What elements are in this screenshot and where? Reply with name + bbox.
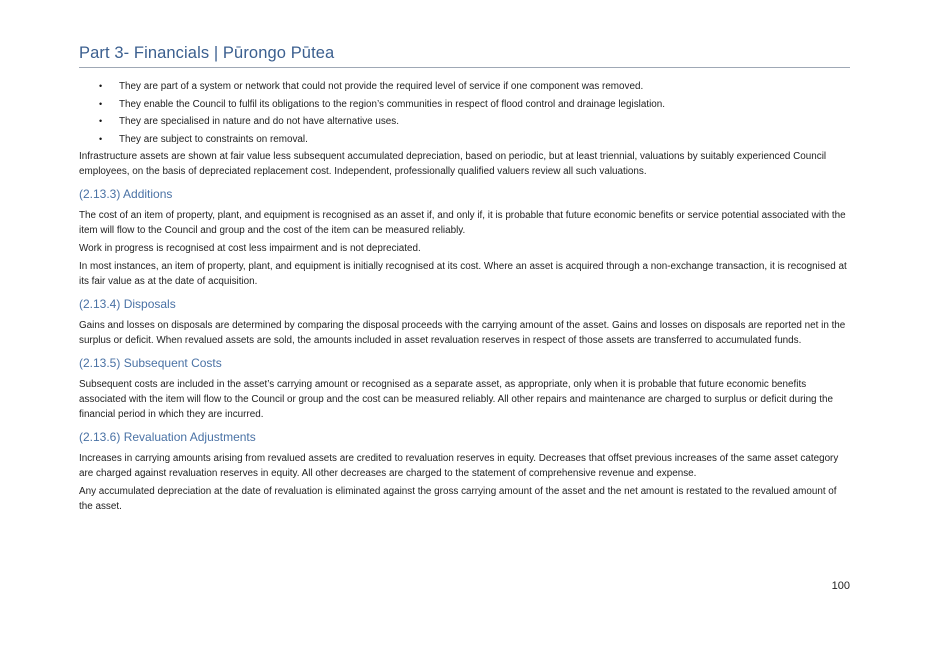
paragraph: The cost of an item of property, plant, and equipment is recognised as an asset if, and only if, it is probable that future economic benefits or service potential associated with the item will flow to the Council and group and the cost of the item can be measured reliably. <box>79 210 846 237</box>
paragraph: Any accumulated depreciation at the date of revaluation is eliminated against the gross carrying amount of the asset and the net amount is restated to the revalued amount of the asset. <box>79 486 837 513</box>
list-item <box>79 79 850 94</box>
intro-paragraph: Infrastructure assets are shown at fair value less subsequent accumulated depreciation, based on periodic, but at least triennial, valuations by suitably experienced Council employees, on the basis of depreciated replacement cost. Independent, professionally qualified valuers review all such valuations. <box>79 151 827 178</box>
list-item <box>79 132 850 147</box>
bullet-icon: • <box>99 81 103 91</box>
paragraph: Subsequent costs are included in the asset’s carrying amount or recognised as a separate asset, as appropriate, only when it is probable that future economic benefits associated with the item will flow to the Council or group and the cost can be measured reliably. All other repairs and maintenance are charged to surplus or deficit during the financial period in which they are incurred. <box>79 379 834 421</box>
page-content <box>79 79 850 517</box>
paragraph: In most instances, an item of property, plant, and equipment is initially recognised at its cost. Where an asset is acquired through a non-exchange transaction, it is recognised at its fair value as at the date of acquisition. <box>79 261 847 288</box>
section-heading-additions: (2.13.3) Additions <box>79 187 173 202</box>
section-heading-subsequent-costs: (2.13.5) Subsequent Costs <box>79 356 222 371</box>
bullet-icon: • <box>99 116 103 127</box>
section-heading-disposals: (2.13.4) Disposals <box>79 297 176 312</box>
section-heading-revaluation: (2.13.6) Revaluation Adjustments <box>79 430 256 445</box>
bullet-text: They are subject to constraints on removal. <box>119 133 308 145</box>
list-item <box>79 97 850 112</box>
bullet-text: They enable the Council to fulfil its obligations to the region’s communities in respect of flood control and drainage legislation. <box>119 98 666 110</box>
page-number: 100 <box>831 580 850 592</box>
bullet-icon: • <box>99 98 103 109</box>
header-divider <box>79 67 850 68</box>
bullet-icon: • <box>99 133 103 144</box>
list-item <box>79 114 850 129</box>
bullet-list <box>79 79 850 147</box>
document-page <box>79 0 850 656</box>
paragraph: Work in progress is recognised at cost less impairment and is not depreciated. <box>79 243 421 255</box>
bullet-text: They are specialised in nature and do not have alternative uses. <box>119 116 399 128</box>
page-title: Part 3- Financials | Pūrongo Pūtea <box>79 44 335 62</box>
paragraph: Increases in carrying amounts arising from revalued assets are credited to revaluation reserves in equity. Decreases that offset previous increases of the same asset category are charged against revaluation reserves in equity. All other decreases are charged to the statement of comprehensive revenue and expense. <box>79 453 839 480</box>
bullet-text: They are part of a system or network that could not provide the required level of service if one component was removed. <box>119 81 644 92</box>
paragraph: Gains and losses on disposals are determined by comparing the disposal proceeds with the carrying amount of the asset. Gains and losses on disposals are reported net in the surplus or deficit. When revalued assets are sold, the amounts included in asset revaluation reserves in respect of those assets are transferred to accumulated funds. <box>79 320 846 347</box>
